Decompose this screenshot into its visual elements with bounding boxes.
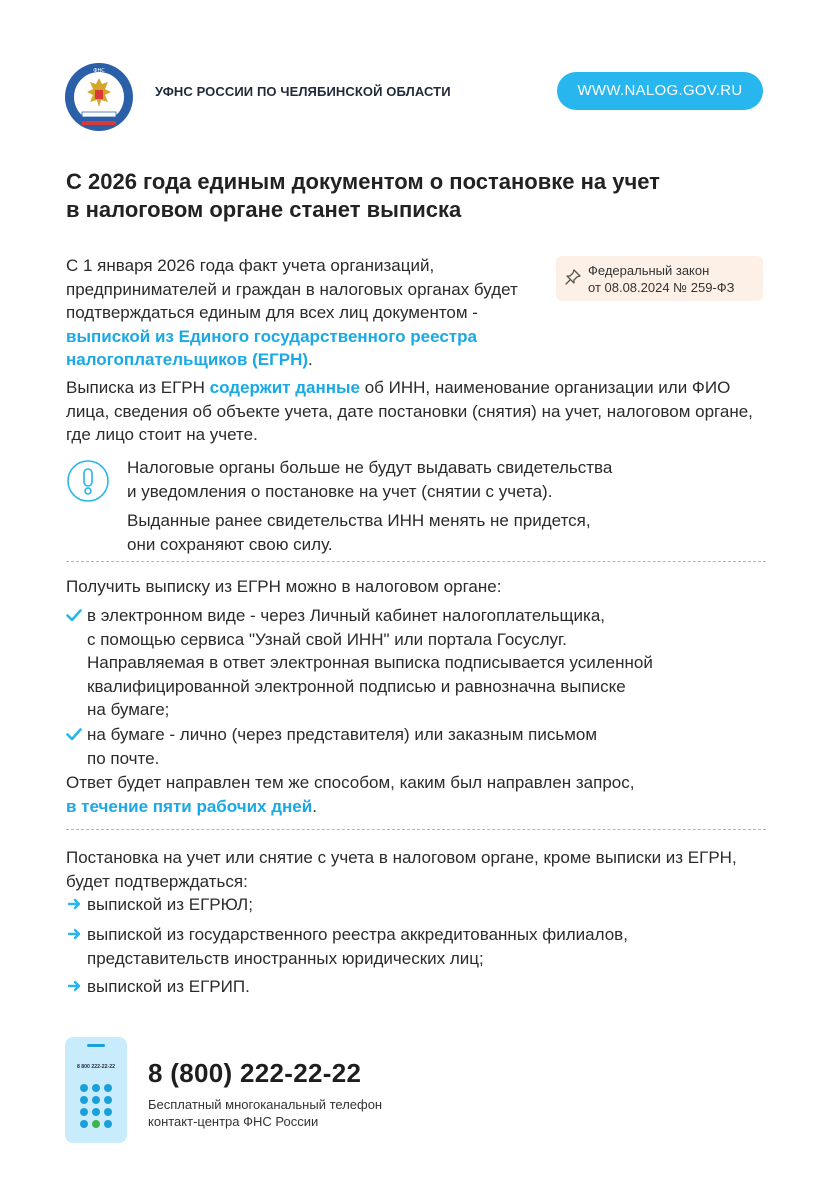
org-name: УФНС РОССИИ ПО ЧЕЛЯБИНСКОЙ ОБЛАСТИ	[155, 84, 451, 99]
item1-line-5: на бумаге;	[87, 700, 170, 720]
check-icon	[66, 608, 82, 622]
answer-text: Ответ будет направлен тем же способом, каким был направлен запрос,	[66, 773, 635, 792]
reg-item-3: выпиской из ЕГРИП.	[87, 977, 250, 996]
phone-screen-number: 8 800 222-22-22	[76, 1064, 116, 1070]
arrow-right-icon	[66, 979, 82, 993]
divider	[66, 829, 766, 830]
reg-item-1: выпиской из ЕГРЮЛ;	[87, 895, 253, 914]
hotline-number[interactable]: 8 (800) 222-22-22	[148, 1058, 362, 1088]
law-line-2: от 08.08.2024 № 259-ФЗ	[588, 280, 735, 295]
hotline-desc-1: Бесплатный многоканальный телефон	[148, 1097, 383, 1112]
content-paragraph	[66, 376, 766, 447]
hotline-desc-2: контакт-центра ФНС России	[148, 1114, 319, 1129]
phone-icon	[65, 1037, 127, 1143]
item1-line-4: квалифицированной электронной подписью и равнозначна выписке	[87, 676, 626, 696]
content-link[interactable]: содержит данные	[209, 378, 360, 397]
page-title	[66, 168, 766, 224]
intro-paragraph	[66, 254, 556, 372]
pin-icon	[564, 268, 582, 286]
notice-line-3: Выданные ранее свидетельства ИНН менять не придется,	[127, 511, 591, 530]
intro-end: .	[308, 350, 313, 370]
divider	[66, 561, 766, 562]
arrow-right-icon	[66, 927, 82, 941]
title-line-1: С 2026 года единым документом о постановке на учет	[66, 169, 660, 194]
notice-line-4: они сохраняют свою силу.	[127, 534, 333, 554]
item1-line-1: в электронном виде - через Личный кабинет налогоплательщика,	[87, 606, 606, 625]
answer-paragraph	[66, 771, 766, 818]
fns-emblem	[64, 62, 134, 132]
answer-end: .	[312, 796, 317, 816]
law-badge	[556, 256, 763, 301]
reg-item-2-line-2: представительств иностранных юридических лиц;	[87, 948, 484, 968]
content-text-a: Выписка из ЕГРН	[66, 378, 210, 397]
law-line-1: Федеральный закон	[588, 263, 710, 278]
notice-text-1	[127, 456, 747, 503]
title-line-2: в налоговом органе станет выписка	[66, 197, 462, 222]
notice-text-2	[127, 509, 747, 556]
registration-intro: Постановка на учет или снятие с учета в налоговом органе, кроме выписки из ЕГРН, будет подтверждаться:	[66, 848, 737, 891]
notice-line-2: и уведомления о постановке на учет (снятии с учета).	[127, 481, 553, 501]
item1-line-2: с помощью сервиса "Узнай свой ИНН" или портала Госуслуг.	[87, 629, 567, 649]
exclamation-icon	[66, 459, 110, 503]
hotline-description	[148, 1096, 382, 1130]
item2-line-1: на бумаге - лично (через представителя) или заказным письмом	[87, 725, 598, 744]
check-icon	[66, 727, 82, 741]
egrn-link[interactable]: выпиской из Единого государственного реестра налогоплательщиков (ЕГРН)	[66, 326, 477, 370]
arrow-right-icon	[66, 897, 82, 911]
item2-line-2: по почте.	[87, 748, 160, 768]
reg-item-2-line-1: выпиской из государственного реестра аккредитованных филиалов,	[87, 925, 628, 944]
deadline-link[interactable]: в течение пяти рабочих дней	[66, 796, 313, 816]
obtain-intro: Получить выписку из ЕГРН можно в налоговом органе:	[66, 577, 502, 596]
website-button[interactable]: WWW.NALOG.GOV.RU	[557, 72, 763, 110]
intro-text: С 1 января 2026 года факт учета организаций, предпринимателей и граждан в налоговых органах будет подтверждаться единым для всех лиц документом -	[66, 256, 518, 323]
svg-text:ФНС: ФНС	[93, 68, 105, 74]
content-text-b: об ИНН, наименование организации или ФИО лица, сведения об объекте учета, дате постановки (снятия) на учет, налоговом органе, где лицо стоит на учете.	[66, 378, 753, 445]
item1-line-3: Направляемая в ответ электронная выписка подписывается усиленной	[87, 653, 653, 673]
notice-line-1: Налоговые органы больше не будут выдавать свидетельства	[127, 458, 613, 477]
